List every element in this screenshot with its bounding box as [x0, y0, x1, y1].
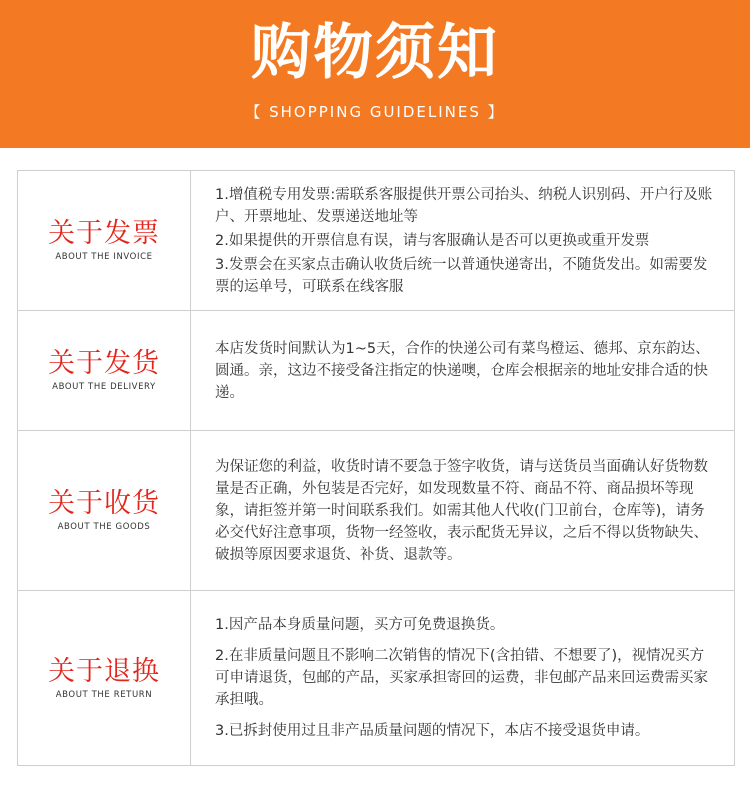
section-title-en: ABOUT THE GOODS: [57, 522, 151, 532]
paragraph: 2.在非质量问题且不影响二次销售的情况下(含拍错、不想要了)，视情况买方可申请退货，包邮的产品，买家承担寄回的运费，非包邮产品来回运费需买家承担哦。: [215, 648, 708, 708]
section-title-cn: 关于收货: [48, 488, 160, 519]
header-banner: [0, 0, 750, 148]
section-goods: [18, 431, 734, 591]
paragraph: 1.增值税专用发票:需联系客服提供开票公司抬头、纳税人识别码、开户行及账户、开票地址、发票递送地址等: [215, 186, 713, 225]
section-label: [18, 171, 191, 310]
section-title-en: ABOUT THE DELIVERY: [52, 382, 156, 392]
section-content: [191, 171, 734, 310]
paragraph: 2.如果提供的开票信息有误，请与客服确认是否可以更换或重开发票: [215, 232, 650, 249]
page-subtitle: 【 SHOPPING GUIDELINES 】: [245, 103, 505, 121]
section-content: [191, 311, 734, 430]
page-title: 购物须知: [251, 18, 499, 88]
section-label: [18, 591, 191, 765]
section-content: [191, 591, 734, 765]
guidelines-table: [17, 170, 735, 766]
section-title-en: ABOUT THE RETURN: [55, 689, 153, 700]
section-title-en: ABOUT THE INVOICE: [55, 252, 153, 262]
section-return: [18, 591, 734, 765]
paragraph: 3.已拆封使用过且非产品质量问题的情况下，本店不接受退货申请。: [215, 723, 650, 739]
paragraph: 3.发票会在买家点击确认收货后统一以普通快递寄出，不随货发出。如需要发票的运单号，可联系在线客服: [215, 256, 708, 295]
section-invoice: [18, 171, 734, 311]
section-label: [18, 431, 191, 590]
section-title-cn: 关于发货: [48, 348, 160, 379]
section-title-cn: 关于退换: [48, 655, 160, 687]
paragraph: 本店发货时间默认为1~5天，合作的快递公司有菜鸟橙运、德邦、京东韵达、圆通。亲，这边不接受备注指定的快递噢，仓库会根据亲的地址安排合适的快递。: [215, 340, 710, 401]
section-content: [191, 431, 734, 590]
section-delivery: [18, 311, 734, 431]
section-label: [18, 311, 191, 430]
paragraph: 1.因产品本身质量问题，买方可免费退换货。: [215, 617, 505, 633]
paragraph: 为保证您的利益，收货时请不要急于签字收货，请与送货员当面确认好货物数量是否正确，外包装是否完好，如发现数量不符、商品不符、商品损坏等现象，请拒签并第一时间联系我们。如需其他人代收(门卫前台，仓库等)，请务必交代好注意事项，货物一经签收，表示配货无异议，之后不得以货物缺失、破损等原因要求退货、补货、退款等。: [215, 458, 708, 563]
section-title-cn: 关于发票: [48, 218, 160, 249]
